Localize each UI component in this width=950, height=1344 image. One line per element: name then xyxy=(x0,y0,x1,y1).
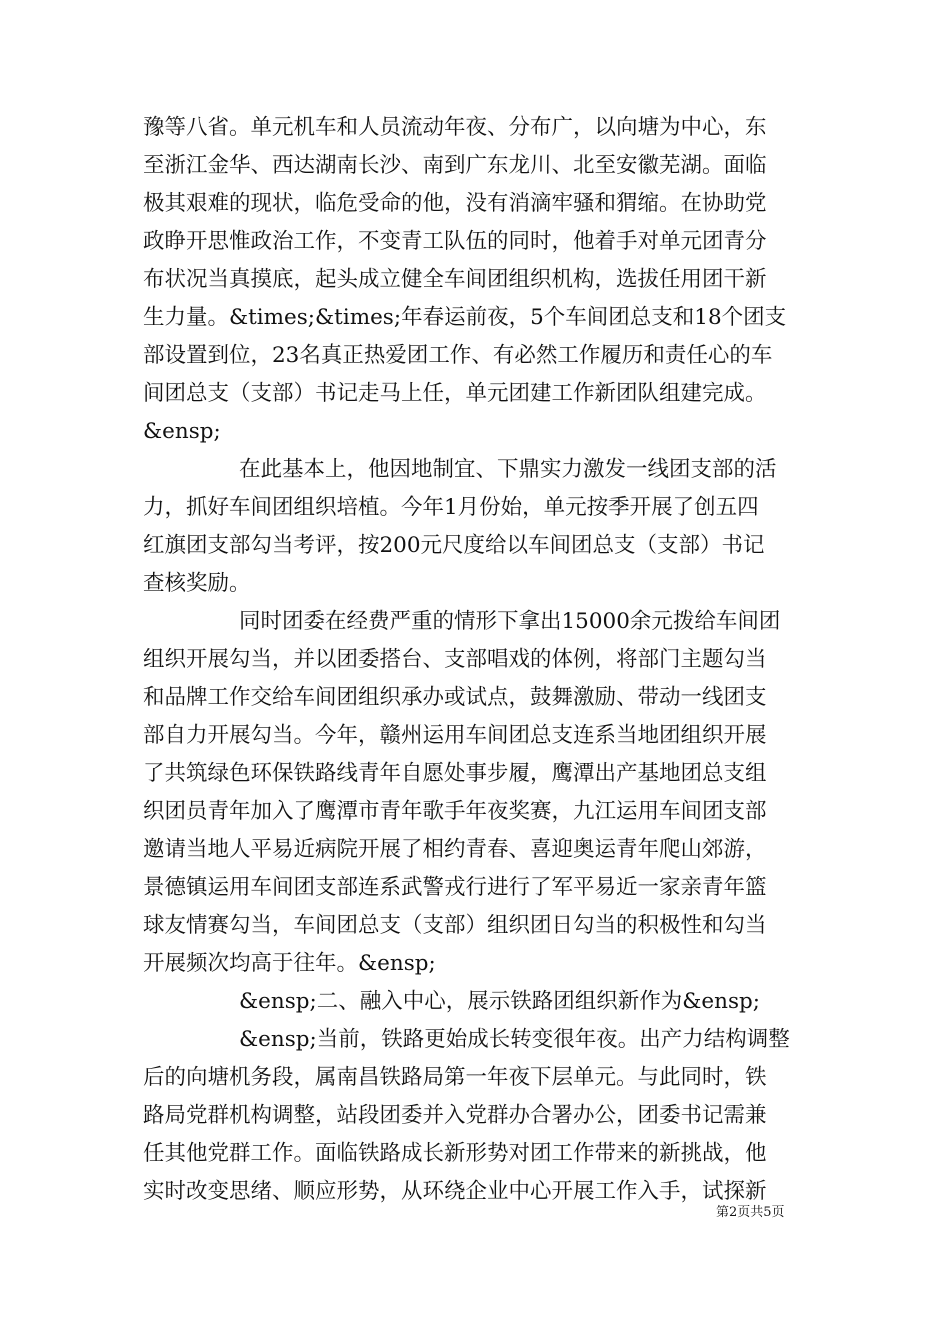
text-line: 力，抓好车间团组织培植。今年1月份始，单元按季开展了创五四 xyxy=(143,495,759,520)
paragraph-start-line: 在此基本上，他因地制宜、下鼎实力激发一线团支部的活 xyxy=(239,457,777,482)
text-line: 政睁开思惟政治工作，不变青工队伍的同时，他着手对单元团青分 xyxy=(143,229,767,254)
text-line: 路局党群机构调整，站段团委并入党群办合署办公，团委书记需兼 xyxy=(143,1103,767,1128)
text-line: 织团员青年加入了鹰潭市青年歌手年夜奖赛，九江运用车间团支部 xyxy=(143,799,767,824)
text-line: 至浙江金华、西达湖南长沙、南到广东龙川、北至安徽芜湖。面临 xyxy=(143,153,767,178)
text-line: 了共筑绿色环保铁路线青年自愿处事步履，鹰潭出产基地团总支组 xyxy=(143,761,767,786)
text-line: 豫等八省。单元机车和人员流动年夜、分布广，以向塘为中心，东 xyxy=(143,115,767,140)
body-text xyxy=(143,109,809,1211)
text-line: 景德镇运用车间团支部连系武警戎行进行了军平易近一家亲青年篮 xyxy=(143,875,767,900)
text-line: 生力量。&times;&times;年春运前夜，5个车间团总支和18个团支 xyxy=(143,305,787,330)
text-line: 部设置到位，23名真正热爱团工作、有必然工作履历和责任心的车 xyxy=(143,343,773,368)
text-line: 后的向塘机务段，属南昌铁路局第一年夜下层单元。与此同时，铁 xyxy=(143,1065,767,1090)
text-line: 布状况当真摸底，起头成立健全车间团组织机构，选拔任用团干新 xyxy=(143,267,767,292)
text-line: 查核奖励。 xyxy=(143,571,251,596)
text-line: 邀请当地人平易近病院开展了相约青春、喜迎奥运青年爬山郊游， xyxy=(143,837,767,862)
text-line: &ensp; xyxy=(143,419,221,444)
paragraph-start-line: 同时团委在经费严重的情形下拿出15000余元拨给车间团 xyxy=(239,609,781,634)
text-line: 和品牌工作交给车间团组织承办或试点，鼓舞激励、带动一线团支 xyxy=(143,685,767,710)
text-line: 球友情赛勾当，车间团总支（支部）组织团日勾当的积极性和勾当 xyxy=(143,913,767,938)
section-heading-line: &ensp;二、融入中心，展示铁路团组织新作为&ensp; xyxy=(239,989,760,1014)
text-line: 实时改变思绪、顺应形势，从环绕企业中心开展工作入手，试探新 xyxy=(143,1179,767,1204)
text-line: 组织开展勾当，并以团委搭台、支部唱戏的体例，将部门主题勾当 xyxy=(143,647,767,672)
text-line: 间团总支（支部）书记走马上任，单元团建工作新团队组建完成。 xyxy=(143,381,767,406)
text-line: 红旗团支部勾当考评，按200元尺度给以车间团总支（支部）书记 xyxy=(143,533,765,558)
text-line: 极其艰难的现状，临危受命的他，没有消滴牢骚和猬缩。在协助党 xyxy=(143,191,767,216)
text-line: 开展频次均高于往年。&ensp; xyxy=(143,951,436,976)
paragraph-start-line: &ensp;当前，铁路更始成长转变很年夜。出产力结构调整 xyxy=(239,1027,790,1052)
page-number: 第2页共5页 xyxy=(716,1205,785,1220)
text-line: 任其他党群工作。面临铁路成长新形势对团工作带来的新挑战，他 xyxy=(143,1141,767,1166)
text-line: 部自力开展勾当。今年，赣州运用车间团总支连系当地团组织开展 xyxy=(143,723,767,748)
